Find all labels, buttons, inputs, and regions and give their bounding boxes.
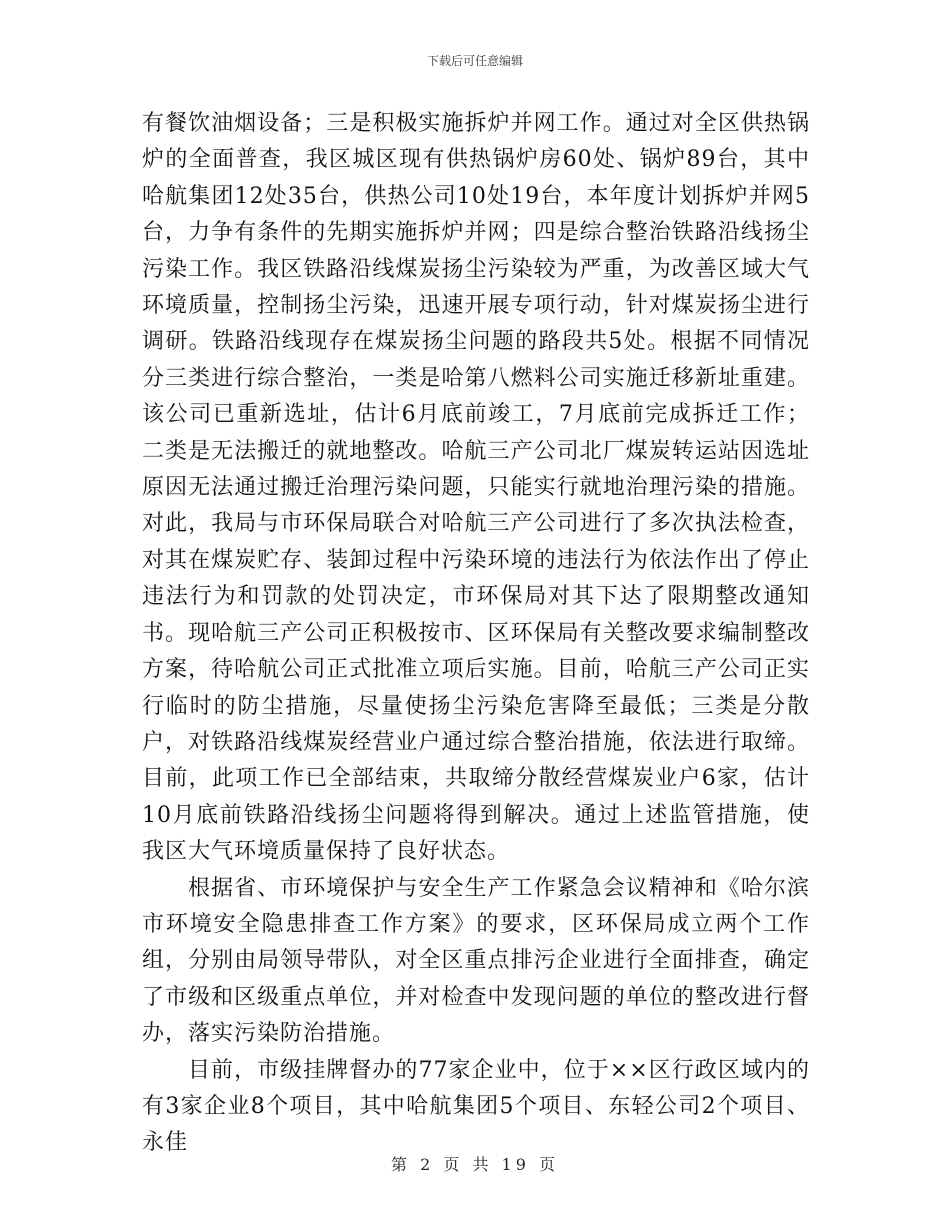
paragraph-1: 有餐饮油烟设备；三是积极实施拆炉并网工作。通过对全区供热锅炉的全面普查，我区城区现有供热锅炉房60处、锅炉89台，其中哈航集团12处35台，供热公司10处19台，本年度计划拆炉并网5台，力争有条件的先期实施拆炉并网；四是综合整治铁路沿线扬尘污染工作。我区铁路沿线煤炭扬尘污染较为严重，为改善区域大气环境质量，控制扬尘污染，迅速开展专项行动，针对煤炭扬尘进行调研。铁路沿线现存在煤炭扬尘问题的路段共5处。根据不同情况分三类进行综合整治，一类是哈第八燃料公司实施迁移新址重建。该公司已重新选址，估计6月底前竣工，7月底前完成拆迁工作；二类是无法搬迁的就地整改。哈航三产公司北厂煤炭转运站因选址原因无法通过搬迁治理污染问题，只能实行就地治理污染的措施。对此，我局与市环保局联合对哈航三产公司进行了多次执法检查，对其在煤炭贮存、装卸过程中污染环境的违法行为依法作出了停止违法行为和罚款的处罚决定，市环保局对其下达了限期整改通知书。现哈航三产公司正积极按市、区环保局有关整改要求编制整改方案，待哈航公司正式批准立项后实施。目前，哈航三产公司正实行临时的防尘措施，尽量使扬尘污染危害降至最低；三类是分散户，对铁路沿线煤炭经营业户通过综合整治措施，依法进行取缔。目前，此项工作已全部结束，共取缔分散经营煤炭业户6家，估计10月底前铁路沿线扬尘问题将得到解决。通过上述监管措施，使我区大气环境质量保持了良好状态。: [142, 111, 810, 865]
paragraph-2: 根据省、市环境保护与安全生产工作紧急会议精神和《哈尔滨市环境安全隐患排查工作方案》的要求，区环保局成立两个工作组，分别由局领导带队，对全区重点排污企业进行全面排查，确定了市级和区级重点单位，并对检查中发现问题的单位的整改进行督办，落实污染防治措施。: [142, 875, 810, 1047]
paragraph-3: 目前，市级挂牌督办的77家企业中，位于××区行政区域内的有3家企业8个项目，其中哈航集团5个项目、东轻公司2个项目、永佳: [142, 1057, 810, 1156]
page-number-footer: 第 2 页 共 19 页: [391, 1155, 559, 1174]
page-header: 下载后可任意编辑: [426, 54, 523, 68]
document-body: [142, 106, 810, 1162]
